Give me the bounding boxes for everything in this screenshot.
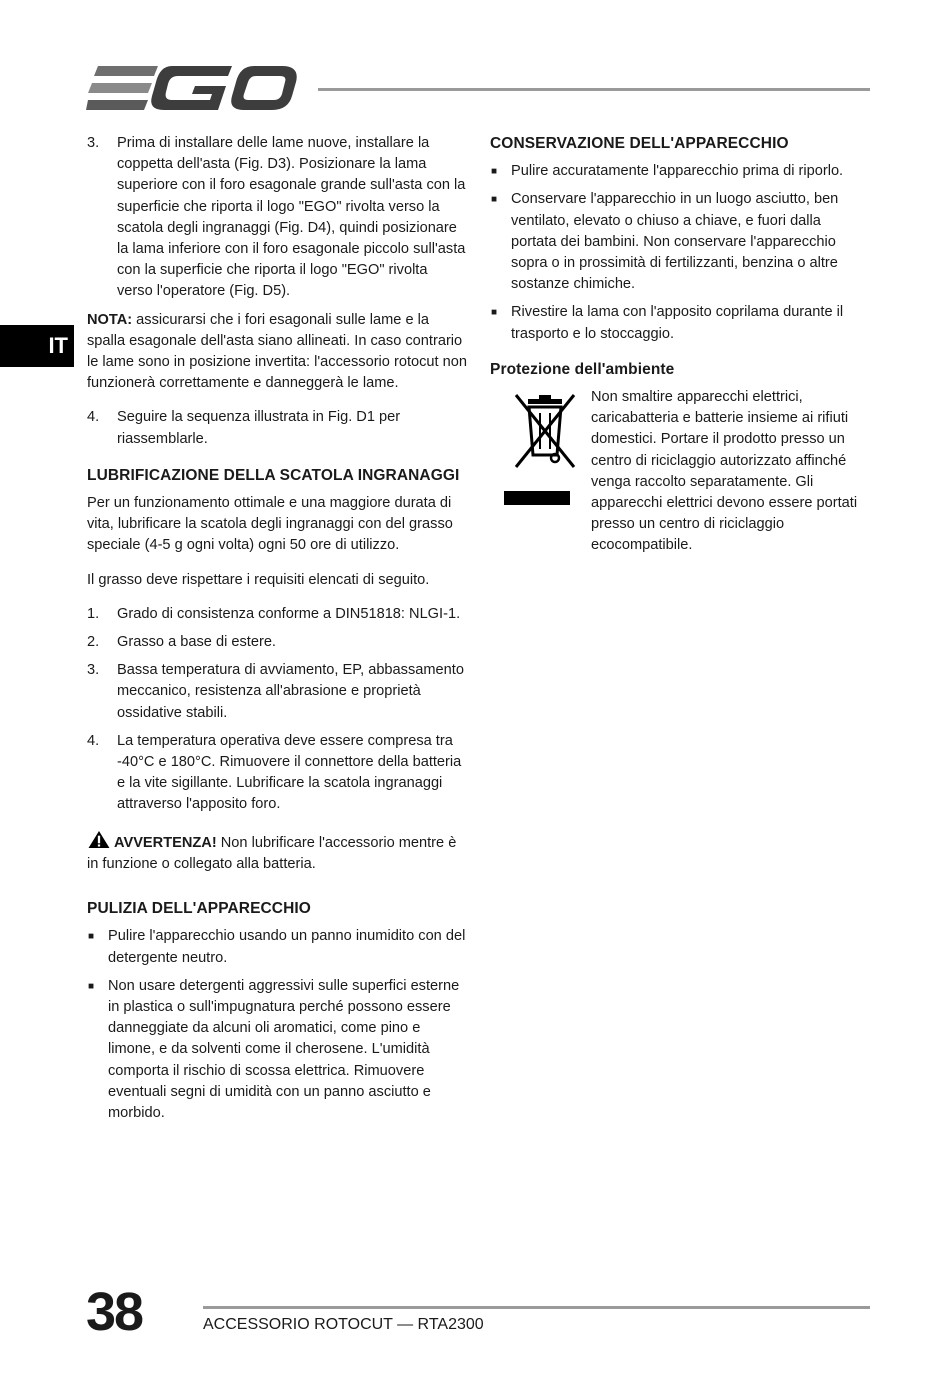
list-item: [87, 926, 467, 968]
bullet-square-icon: ■: [88, 980, 95, 992]
item-number: 1.: [87, 605, 100, 622]
section-heading-cleaning: PULIZIA DELL'APPARECCHIO: [87, 900, 311, 918]
warning-text: Non lubrificare l'accessorio mentre è in funzione o collegato alla batteria.: [87, 834, 457, 872]
item-number: 2.: [87, 634, 100, 651]
item-text: Pulire accuratamente l'apparecchio prima di riporlo.: [511, 163, 844, 180]
warning-paragraph: [87, 830, 467, 875]
right-column: [490, 133, 870, 557]
list-item: [490, 161, 870, 182]
list-item: [87, 976, 467, 1124]
environment-block: [490, 387, 870, 557]
bullet-square-icon: ■: [491, 194, 498, 206]
list-item: [490, 189, 870, 295]
note-text: assicurarsi che i fori esagonali sulle lame e la spalla esagonale dell'asta siano allineati. In caso contrario le lame sono in posizione invertita: l'accessorio rotocut non funzionerà correttamente e danneggerà le lame.: [87, 311, 467, 392]
list-item: [87, 133, 467, 303]
item-text: Grasso a base di estere.: [117, 634, 276, 651]
item-text: Prima di installare delle lame nuove, installare la coppetta dell'asta (Fig. D3). Posizionare la lama superiore con il foro esagonale grande sull'asta con la superficie che riporta il logo "EGO" rivolta verso la scatola degli ingranaggi (Fig. D4), quindi posizionare la lama inferiore con il foro esagonale piccolo sull'asta con la superficie che riporta il logo "EGO" rivolta verso l'operatore (Fig. D5).: [117, 135, 466, 300]
lubrication-requirements-intro: Il grasso deve rispettare i requisiti elencati di seguito.: [87, 571, 430, 588]
warning-icon: [87, 830, 111, 849]
list-item: [87, 604, 467, 625]
lubrication-intro: Per un funzionamento ottimale e una maggiore durata di vita, lubrificare la scatola degli ingranaggi con del grasso speciale (4-5 g ogni volta) ogni 50 ore di utilizzo.: [87, 495, 453, 554]
left-column: [87, 133, 467, 1131]
bullet-square-icon: ■: [88, 931, 95, 943]
item-number: 4.: [87, 409, 100, 426]
bullet-square-icon: ■: [491, 307, 498, 319]
page-number: 38: [86, 1282, 143, 1342]
header-rule: [318, 88, 870, 91]
list-item: [490, 302, 870, 344]
item-text: Seguire la sequenza illustrata in Fig. D1 per riassemblarle.: [117, 409, 401, 447]
note-label: NOTA:: [87, 311, 133, 328]
item-text: Grado di consistenza conforme a DIN51818: NLGI-1.: [117, 605, 461, 622]
section-heading-environment: Protezione dell'ambiente: [490, 360, 675, 378]
list-item: [87, 731, 467, 816]
bullet-square-icon: ■: [491, 166, 498, 178]
item-text: La temperatura operativa deve essere compresa tra -40°C e 180°C. Rimuovere il connettore della batteria e la vite sigillante. Lubrificare la scatola ingranaggi attraverso l'apposito foro.: [117, 732, 462, 813]
footer-rule: [203, 1306, 870, 1309]
warning-label: AVVERTENZA!: [114, 834, 217, 851]
item-text: Rivestire la lama con l'apposito coprilama durante il trasporto e lo stoccaggio.: [511, 304, 844, 342]
language-tab: IT: [0, 325, 74, 367]
ego-logo: [86, 64, 298, 114]
item-text: Non usare detergenti aggressivi sulle superfici esterne in plastica o sull'impugnatura perché possono essere danneggiate da alcuni oli aromatici, come pino e limone, e da solventi come il cherosene. L'umidità comporta il rischio di scossa elettrica. Rimuovere eventuali segni di umidità con un panno asciutto e morbido.: [108, 977, 460, 1121]
note-paragraph: [87, 310, 467, 395]
list-item: [87, 660, 467, 724]
footer-title: ACCESSORIO ROTOCUT — RTA2300: [203, 1316, 484, 1333]
item-text: Bassa temperatura di avviamento, EP, abbassamento meccanico, resistenza all'abrasione e proprietà ossidative stabili.: [117, 662, 464, 721]
item-text: Pulire l'apparecchio usando un panno inumidito con del detergente neutro.: [108, 928, 466, 966]
item-text: Conservare l'apparecchio in un luogo asciutto, ben ventilato, elevato o chiuso a chiave, e fuori dalla portata dei bambini. Non conservare l'apparecchio sopra o in prossimità di fertilizzanti, benzina o altre sostanze chimiche.: [511, 191, 839, 293]
list-item: [87, 632, 467, 653]
item-number: 3.: [87, 135, 100, 151]
section-heading-lubrication: LUBRIFICAZIONE DELLA SCATOLA INGRANAGGI: [87, 466, 460, 484]
list-item: [87, 407, 467, 449]
item-number: 3.: [87, 662, 100, 679]
item-number: 4.: [87, 732, 100, 749]
section-heading-storage: CONSERVAZIONE DELL'APPARECCHIO: [490, 135, 789, 152]
weee-crossed-bin-icon: [504, 387, 584, 507]
environment-text: Non smaltire apparecchi elettrici, caricabatteria e batterie insieme ai rifiuti domestici. Portare il prodotto presso un centro di riciclaggio autorizzato affinché venga raccolto separatamente. Gli apparecchi elettrici devono essere portati presso un centro di riciclaggio ecocompatibile.: [591, 389, 858, 554]
